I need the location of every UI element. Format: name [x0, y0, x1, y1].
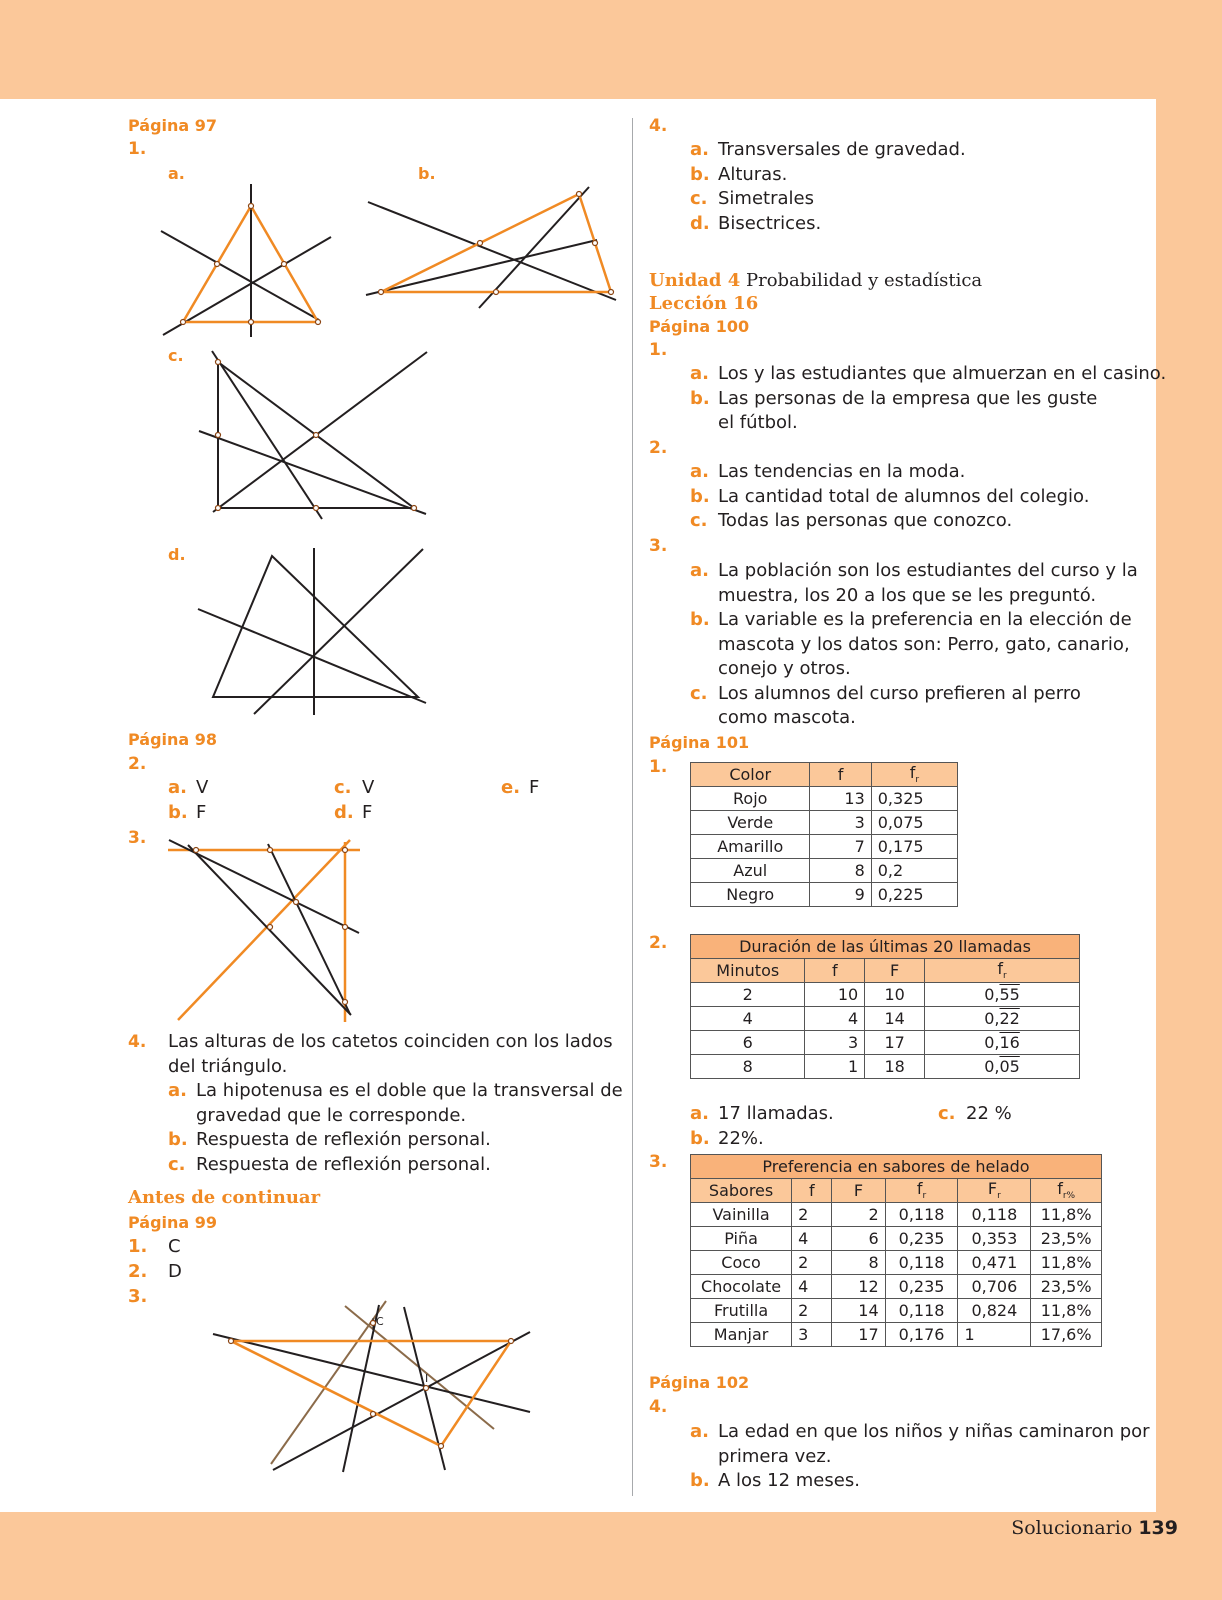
p99-answer-3: 3. [128, 1286, 148, 1307]
p99-answer-1: 1. C [128, 1236, 181, 1257]
call-duration-table [690, 934, 1080, 1079]
table-row [691, 1251, 1102, 1275]
table-row [691, 787, 958, 811]
table-cell: 0,706 [958, 1275, 1031, 1299]
table-cell: F [832, 1179, 885, 1203]
table-cell: 18 [865, 1055, 925, 1079]
table-row [691, 1299, 1102, 1323]
page-heading-98: Página 98 [128, 730, 218, 749]
table-cell: Azul [691, 859, 810, 883]
table-cell: Vainilla [691, 1203, 792, 1227]
table-cell: 11,8% [1031, 1203, 1102, 1227]
question-number: 3. [649, 536, 668, 556]
table-cell: 0,353 [958, 1227, 1031, 1251]
table-cell: 0,16 [925, 1031, 1080, 1055]
table-header-row [691, 763, 958, 787]
table-row [691, 1275, 1102, 1299]
question-number: 4. [649, 1397, 668, 1417]
table-cell: 10 [805, 983, 865, 1007]
table-cell: 2 [792, 1251, 832, 1275]
table-cell: 8 [691, 1055, 805, 1079]
table-cell: 8 [832, 1251, 885, 1275]
table-cell: 0,824 [958, 1299, 1031, 1323]
table-cell: 0,22 [925, 1007, 1080, 1031]
p100-q3-b-cont: mascota y los datos son: Perro, gato, canario, [718, 634, 1130, 655]
table-cell: Chocolate [691, 1275, 792, 1299]
table-cell: 1 [805, 1055, 865, 1079]
answer-2b: b. F [168, 802, 207, 823]
table-cell: 13 [810, 787, 871, 811]
table-cell: $f_r$ [871, 763, 957, 787]
p100-q2-b: b. La cantidad total de alumnos del colegio. [690, 486, 1090, 507]
page-footer: Solucionario 139 [1011, 1517, 1178, 1539]
page-heading-97: Página 97 [128, 116, 218, 135]
table-cell: 0,55 [925, 983, 1080, 1007]
table-cell: 12 [832, 1275, 885, 1299]
table-cell: 0,471 [958, 1251, 1031, 1275]
table-cell: f [792, 1179, 832, 1203]
table-cell: 0,118 [885, 1251, 958, 1275]
question-number: 1. [649, 757, 668, 777]
table-cell: 0,235 [885, 1227, 958, 1251]
table-cell: 4 [792, 1275, 832, 1299]
table-cell: Frutilla [691, 1299, 792, 1323]
table-cell: 0,118 [958, 1203, 1031, 1227]
table-cell: Duración de las últimas 20 llamadas [691, 935, 1080, 959]
question-number: 2. [128, 754, 147, 774]
q2-answer-b: b. 22%. [690, 1128, 764, 1149]
table-cell: 8 [810, 859, 871, 883]
page-heading-102: Página 102 [649, 1373, 750, 1392]
table-cell: 0,225 [871, 883, 957, 907]
unit-heading: Unidad 4 Probabilidad y estadística [649, 270, 983, 291]
label-i: I [425, 1372, 429, 1385]
table-cell: $f_r$ [925, 959, 1080, 983]
table-row [691, 811, 958, 835]
p102-q4-a: a. La edad en que los niños y niñas caminaron por [690, 1421, 1150, 1442]
question-number: 3. [649, 1152, 668, 1172]
q4-item-c: c. Respuesta de reflexión personal. [168, 1154, 491, 1175]
table-cell: 4 [691, 1007, 805, 1031]
r-q4-c: c. Simetrales [690, 188, 814, 209]
question-number: 1. [128, 139, 147, 159]
page-heading-100: Página 100 [649, 317, 750, 336]
table-row [691, 1055, 1080, 1079]
question-number: 4. [649, 116, 668, 136]
table-cell: 6 [691, 1031, 805, 1055]
p100-q2-a: a. Las tendencias en la moda. [690, 461, 966, 482]
question-number: 1. [649, 340, 668, 360]
answer-2c: c. V [334, 777, 375, 798]
table-cell: 0,118 [885, 1299, 958, 1323]
r-q4-a: a. Transversales de gravedad. [690, 139, 966, 160]
table-row [691, 983, 1080, 1007]
table-cell: 0,05 [925, 1055, 1080, 1079]
p100-q3-c: c. Los alumnos del curso prefieren al perro [690, 683, 1081, 704]
page-heading-101: Página 101 [649, 733, 750, 752]
table-cell: 2 [792, 1299, 832, 1323]
table-cell: 23,5% [1031, 1275, 1102, 1299]
lesson-heading: Lección 16 [649, 293, 759, 314]
table-cell: Piña [691, 1227, 792, 1251]
table-cell: 0,325 [871, 787, 957, 811]
color-frequency-table [690, 762, 958, 907]
p100-q1-b-cont: el fútbol. [718, 412, 798, 433]
p102-q4-a-cont: primera vez. [718, 1446, 832, 1467]
label-c: C [376, 1315, 384, 1328]
table-cell: Minutos [691, 959, 805, 983]
page-heading-99: Página 99 [128, 1213, 218, 1232]
table-cell: Coco [691, 1251, 792, 1275]
table-cell: 3 [805, 1031, 865, 1055]
table-cell: F [865, 959, 925, 983]
q4-statement-line1: Las alturas de los catetos coinciden con los lados [168, 1031, 613, 1052]
table-row [691, 1227, 1102, 1251]
table-cell: 23,5% [1031, 1227, 1102, 1251]
figure-label-b: b. [418, 164, 436, 183]
table-cell: 4 [805, 1007, 865, 1031]
table-cell: f [810, 763, 871, 787]
figure-label-a: a. [168, 164, 185, 183]
table-cell: 0,235 [885, 1275, 958, 1299]
table-cell: 0,175 [871, 835, 957, 859]
q4-item-a-cont: gravedad que le corresponde. [196, 1105, 467, 1126]
table-cell: Preferencia en sabores de helado [691, 1155, 1102, 1179]
table-cell: 17,6% [1031, 1323, 1102, 1347]
answer-2a: a. V [168, 777, 209, 798]
q4-statement-line2: del triángulo. [168, 1056, 288, 1077]
table-cell: 17 [865, 1031, 925, 1055]
answer-2e: e. F [501, 777, 540, 798]
table-cell: $f_r$ [885, 1179, 958, 1203]
table-cell: 3 [792, 1323, 832, 1347]
ice-cream-table [690, 1154, 1102, 1347]
q4-item-a: a. La hipotenusa es el doble que la transversal de [168, 1080, 623, 1101]
table-cell: Amarillo [691, 835, 810, 859]
table-row [691, 1203, 1102, 1227]
p100-q3-b: b. La variable es la preferencia en la elección de [690, 609, 1132, 630]
question-number: 3. [128, 828, 147, 848]
table-header-row [691, 1155, 1102, 1179]
table-cell: 2 [792, 1203, 832, 1227]
table-cell: 3 [810, 811, 871, 835]
table-cell: 11,8% [1031, 1299, 1102, 1323]
table-cell: 17 [832, 1323, 885, 1347]
p100-q3-a-cont: muestra, los 20 a los que se les preguntó. [718, 585, 1097, 606]
table-row [691, 859, 958, 883]
table-cell: 2 [691, 983, 805, 1007]
table-cell: Verde [691, 811, 810, 835]
r-q4-b: b. Alturas. [690, 164, 788, 185]
table-cell: Rojo [691, 787, 810, 811]
p100-q1-b: b. Las personas de la empresa que les guste [690, 388, 1098, 409]
table-row [691, 1323, 1102, 1347]
p100-q3-c-cont: como mascota. [718, 707, 856, 728]
table-cell: 6 [832, 1227, 885, 1251]
table-cell: Sabores [691, 1179, 792, 1203]
table-cell: 4 [792, 1227, 832, 1251]
table-cell: Manjar [691, 1323, 792, 1347]
table-cell: Negro [691, 883, 810, 907]
table-cell: 0,075 [871, 811, 957, 835]
table-cell: $F_r$ [958, 1179, 1031, 1203]
p100-q3-b-cont2: conejo y otros. [718, 658, 851, 679]
p102-q4-b: b. A los 12 meses. [690, 1470, 860, 1491]
q2-answer-c: c. 22 % [938, 1103, 1012, 1124]
table-cell: 14 [865, 1007, 925, 1031]
figure-label-d: d. [168, 545, 186, 564]
table-cell: 14 [832, 1299, 885, 1323]
table-row [691, 883, 958, 907]
q2-answer-a: a. 17 llamadas. [690, 1103, 834, 1124]
section-heading-antes: Antes de continuar [128, 1187, 321, 1208]
table-cell: 0,118 [885, 1203, 958, 1227]
table-cell: 9 [810, 883, 871, 907]
p100-q3-a: a. La población son los estudiantes del curso y la [690, 560, 1138, 581]
answer-2d: d. F [334, 802, 373, 823]
table-cell: 2 [832, 1203, 885, 1227]
table-row [691, 1031, 1080, 1055]
table-header-row [691, 935, 1080, 959]
table-cell: 0,176 [885, 1323, 958, 1347]
table-header-row [691, 1179, 1102, 1203]
table-cell: 0,2 [871, 859, 957, 883]
table-cell: 11,8% [1031, 1251, 1102, 1275]
table-cell: 10 [865, 983, 925, 1007]
table-row [691, 1007, 1080, 1031]
table-cell: $f_{r\%}$ [1031, 1179, 1102, 1203]
question-number: 4. [128, 1032, 147, 1052]
p100-q1-a: a. Los y las estudiantes que almuerzan en el casino. [690, 363, 1167, 384]
r-q4-d: d. Bisectrices. [690, 213, 822, 234]
table-cell: 7 [810, 835, 871, 859]
table-row [691, 835, 958, 859]
question-number: 2. [649, 438, 668, 458]
question-number: 2. [649, 933, 668, 953]
q4-item-b: b. Respuesta de reflexión personal. [168, 1129, 491, 1150]
figure-label-c: c. [168, 346, 184, 365]
table-cell: 1 [958, 1323, 1031, 1347]
table-cell: Color [691, 763, 810, 787]
p100-q2-c: c. Todas las personas que conozco. [690, 510, 1013, 531]
table-header-row [691, 959, 1080, 983]
table-cell: f [805, 959, 865, 983]
p99-answer-2: 2. D [128, 1261, 182, 1282]
